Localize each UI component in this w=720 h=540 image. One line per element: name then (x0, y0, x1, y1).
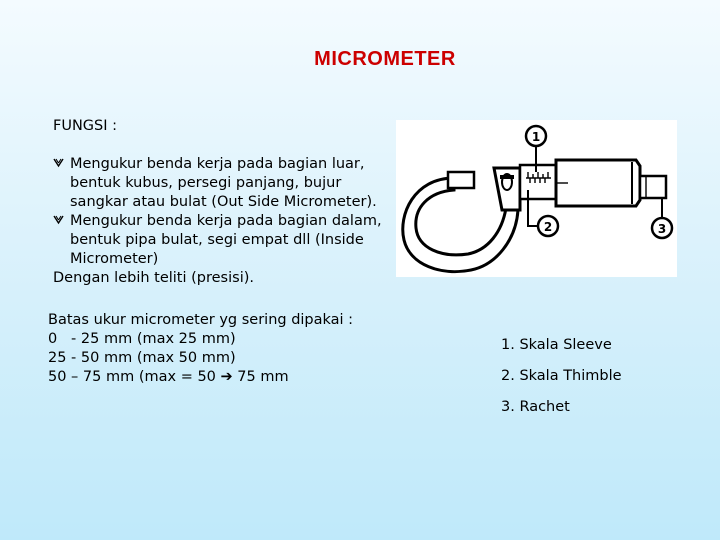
batas-line: 0 - 25 mm (max 25 mm) (48, 331, 236, 347)
legend-item: 2. Skala Thimble (501, 368, 622, 384)
fungsi-bullet (53, 212, 383, 269)
batas-line: 25 - 50 mm (max 50 mm) (48, 350, 236, 366)
batas-section (48, 311, 398, 387)
diamond-bullet-icon (53, 155, 64, 174)
batas-last-suffix: 75 mm (237, 369, 289, 385)
callout-3: 3 (657, 222, 667, 236)
legend-item: 1. Skala Sleeve (501, 337, 612, 353)
micrometer-illustration (396, 120, 677, 277)
part-legend (501, 335, 622, 428)
batas-line-last (48, 368, 398, 387)
callout-1: 1 (531, 130, 541, 144)
fungsi-bullet (53, 155, 383, 212)
legend-item: 3. Rachet (501, 399, 570, 415)
fungsi-section (53, 117, 383, 288)
page-title: MICROMETER (314, 48, 456, 70)
fungsi-bullet-text: Mengukur benda kerja pada bagian dalam, bentuk pipa bulat, segi empat dll (Inside Micrometer) (70, 213, 382, 267)
callout-2: 2 (543, 220, 553, 234)
fungsi-heading: FUNGSI : (53, 118, 118, 134)
arrow-right-icon: ➔ (220, 369, 233, 385)
fungsi-bullet-text: Mengukur benda kerja pada bagian luar, bentuk kubus, persegi panjang, bujur sangkar atau bulat (Out Side Micrometer). (70, 156, 377, 210)
diamond-bullet-icon (53, 212, 64, 231)
batas-last-prefix: 50 – 75 mm (max = 50 (48, 369, 216, 385)
batas-heading: Batas ukur micrometer yg sering dipakai : (48, 312, 354, 328)
fungsi-footer: Dengan lebih teliti (presisi). (53, 270, 254, 286)
micrometer-figure (396, 120, 677, 277)
